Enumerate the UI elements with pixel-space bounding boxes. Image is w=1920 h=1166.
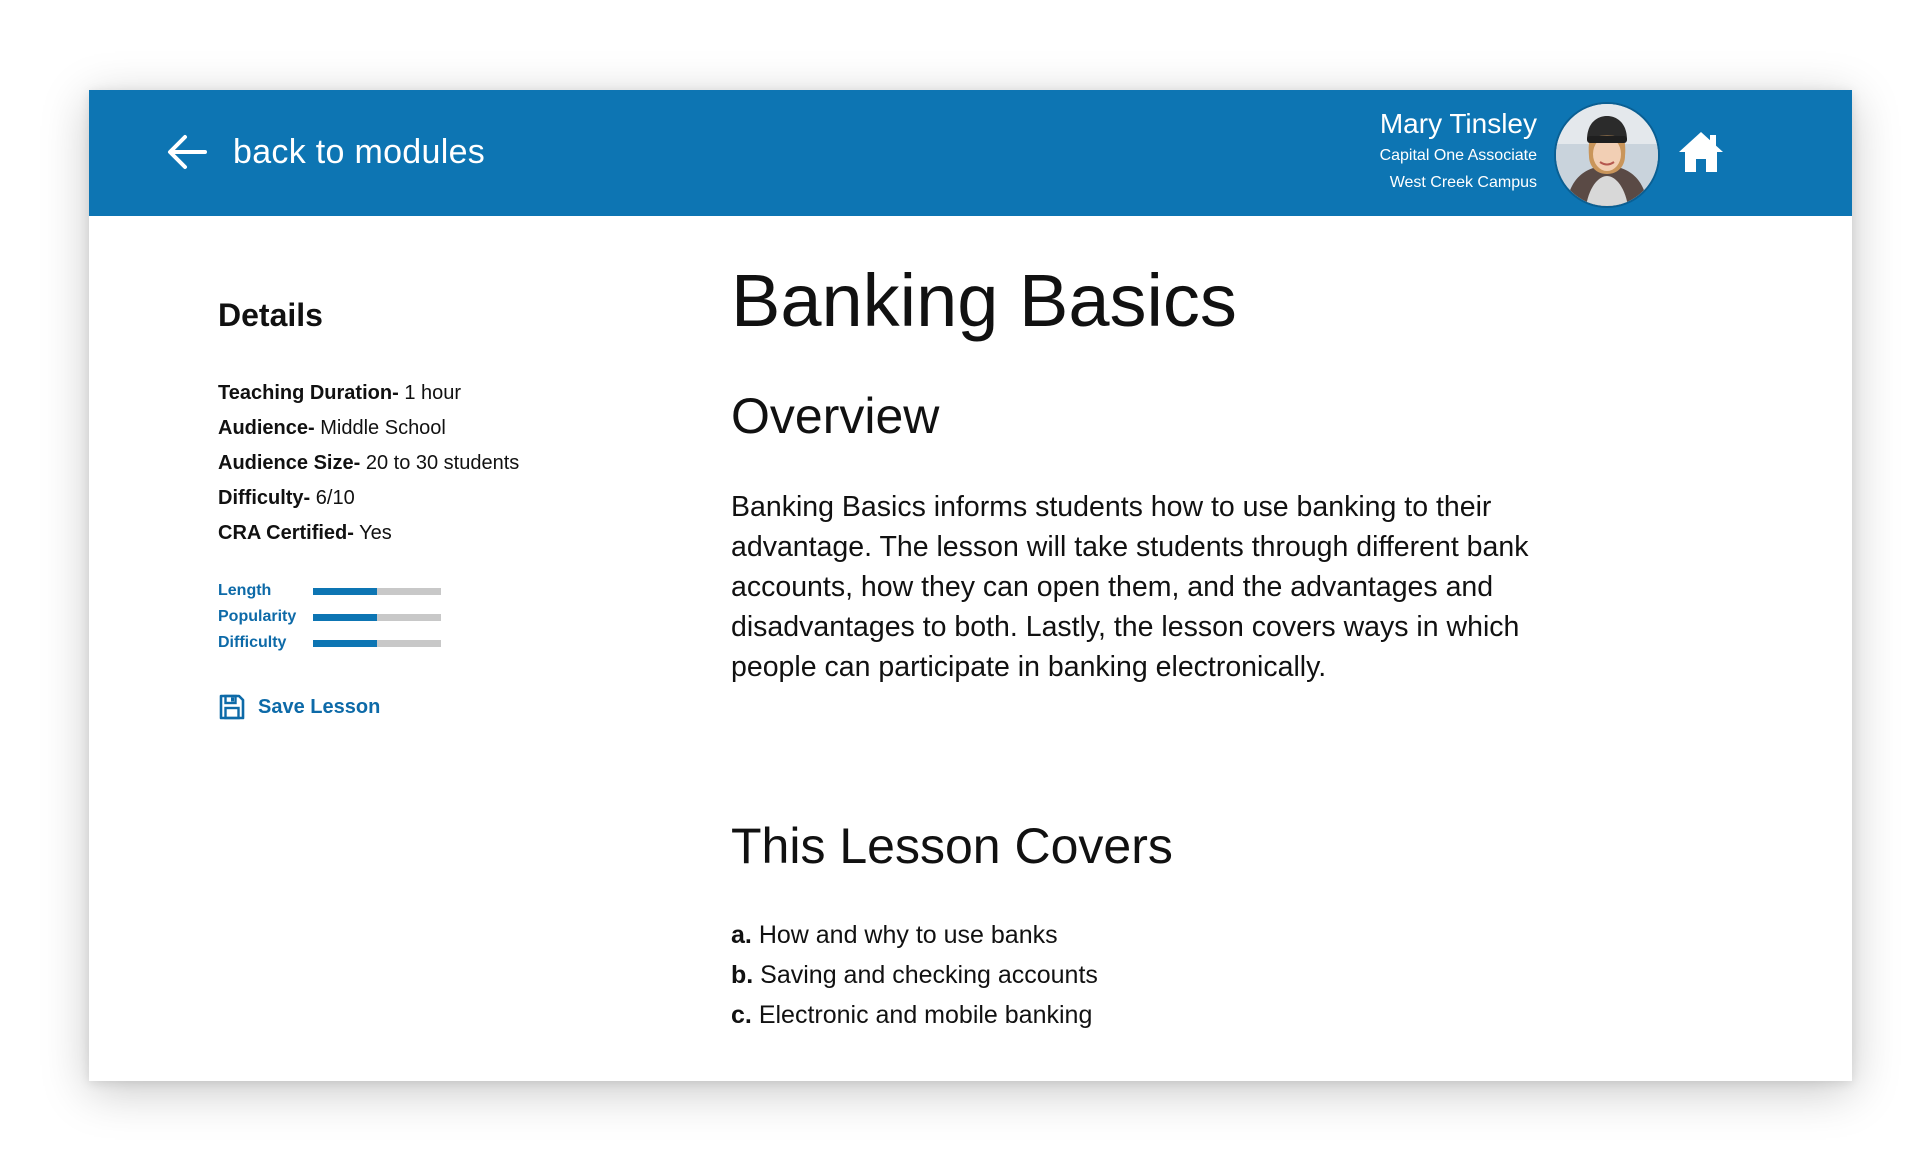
- list-item-text: Saving and checking accounts: [760, 961, 1098, 989]
- avatar[interactable]: [1554, 102, 1660, 208]
- detail-audience-size: [218, 446, 519, 481]
- list-item-marker: a.: [731, 921, 752, 949]
- detail-label: CRA Certified-: [218, 522, 354, 544]
- metric-bar: [313, 588, 441, 595]
- detail-value: 1 hour: [404, 382, 462, 404]
- user-info: [1380, 106, 1537, 196]
- top-bar: [89, 90, 1852, 216]
- list-item-text: Electronic and mobile banking: [758, 1001, 1093, 1029]
- detail-value: Yes: [359, 522, 392, 544]
- lesson-window: [89, 90, 1852, 1081]
- floppy-disk-icon: [218, 693, 246, 721]
- detail-label: Difficulty-: [218, 487, 311, 509]
- home-icon[interactable]: [1677, 128, 1725, 176]
- details-list: [218, 376, 519, 551]
- metrics: [218, 578, 441, 656]
- metric-popularity: [218, 604, 441, 630]
- lesson-covers-heading: This Lesson Covers: [731, 818, 1173, 874]
- user-campus: West Creek Campus: [1389, 174, 1537, 191]
- avatar-photo: [1556, 104, 1658, 206]
- detail-cra-certified: [218, 516, 519, 551]
- detail-label: Teaching Duration-: [218, 382, 399, 404]
- list-item: [731, 915, 1098, 955]
- detail-difficulty: [218, 481, 519, 516]
- metric-bar: [313, 614, 441, 621]
- detail-value: 6/10: [315, 487, 355, 509]
- user-name: Mary Tinsley: [1379, 108, 1537, 139]
- list-item-text: How and why to use banks: [758, 921, 1058, 949]
- metric-label: Difficulty: [218, 634, 287, 651]
- detail-label: Audience-: [218, 417, 315, 439]
- list-item-marker: b.: [731, 961, 754, 989]
- metric-bar-fill: [313, 588, 377, 595]
- back-label: back to modules: [233, 132, 486, 171]
- metric-difficulty: [218, 630, 441, 656]
- detail-value: Middle School: [320, 417, 446, 439]
- metric-bar: [313, 640, 441, 647]
- detail-label: Audience Size-: [218, 452, 361, 474]
- list-item-marker: c.: [731, 1001, 752, 1029]
- page-title: Banking Basics: [731, 259, 1237, 342]
- metric-bar-fill: [313, 614, 377, 621]
- lesson-covers-list: [731, 915, 1098, 1035]
- back-to-modules-link[interactable]: [165, 130, 485, 174]
- metric-length: [218, 578, 441, 604]
- overview-text: Banking Basics informs students how to use banking to their advantage. The lesson will take students through different bank accounts, how they can open them, and the advantages and disadvantages to both. Lastly, the lesson covers ways in which people can participate in banking electronically.: [731, 491, 1529, 683]
- metric-label: Popularity: [218, 608, 297, 625]
- metric-label: Length: [218, 582, 272, 599]
- metric-bar-fill: [313, 640, 377, 647]
- detail-audience: [218, 411, 519, 446]
- list-item: [731, 955, 1098, 995]
- detail-teaching-duration: [218, 376, 519, 411]
- save-lesson-button[interactable]: [218, 693, 380, 721]
- detail-value: 20 to 30 students: [365, 452, 520, 474]
- save-lesson-label: Save Lesson: [258, 695, 381, 718]
- list-item: [731, 995, 1098, 1035]
- arrow-left-icon: [165, 130, 209, 174]
- overview-heading: Overview: [731, 388, 940, 444]
- user-role: Capital One Associate: [1379, 147, 1537, 164]
- details-heading: Details: [218, 297, 323, 333]
